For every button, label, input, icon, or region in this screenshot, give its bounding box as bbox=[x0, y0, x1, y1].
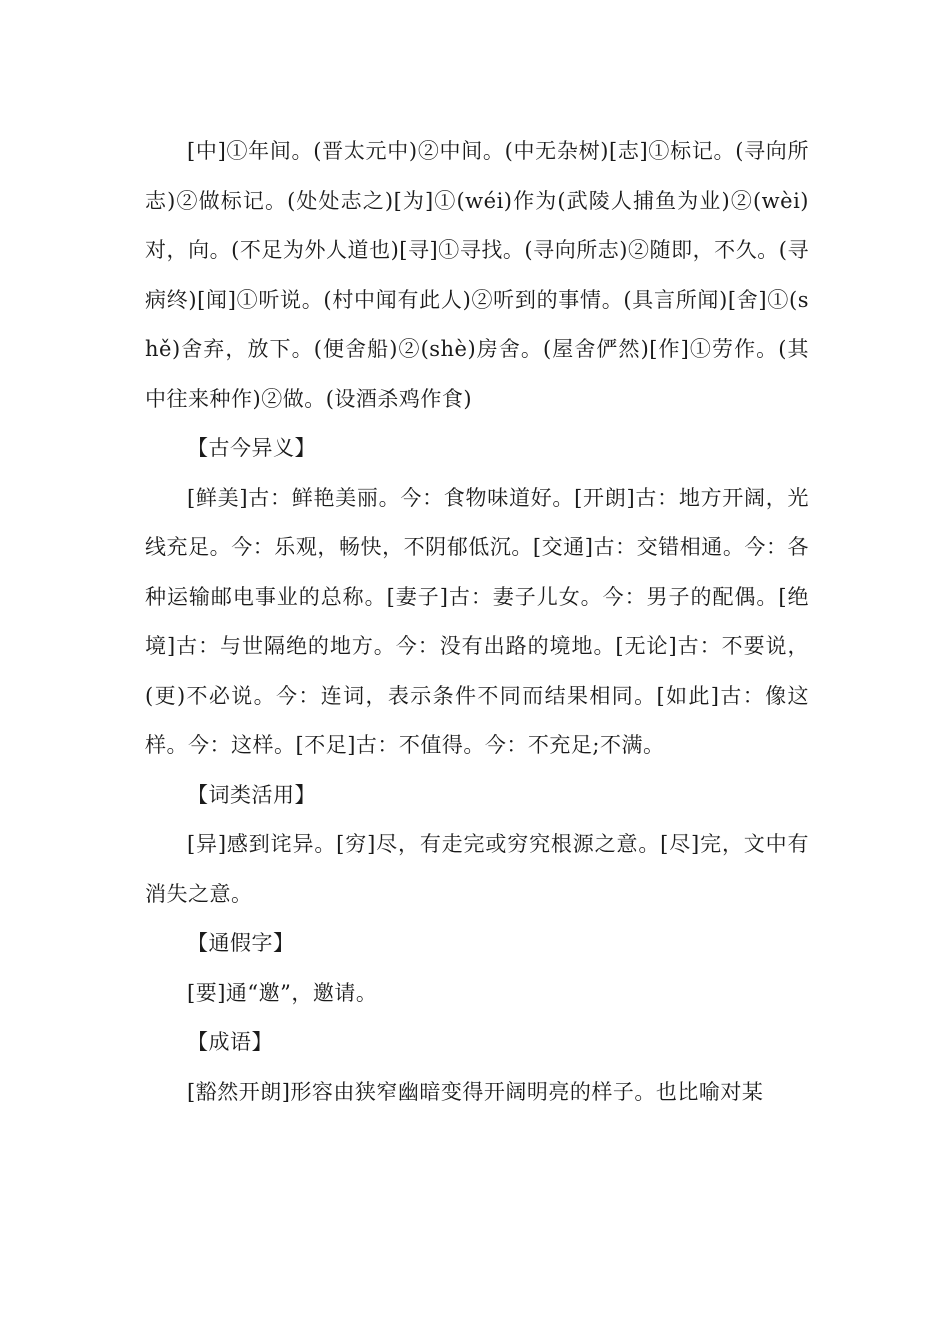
paragraph-idioms: [豁然开朗]形容由狭窄幽暗变得开阔明亮的样子。也比喻对某 bbox=[187, 1079, 764, 1104]
document-body bbox=[145, 127, 809, 1117]
section-heading-word-class-usage: 【词类活用】 bbox=[187, 782, 316, 807]
paragraph-interchangeable-characters: [要]通“邀”，邀请。 bbox=[187, 980, 378, 1005]
section-heading-interchangeable-characters: 【通假字】 bbox=[187, 931, 295, 955]
section-heading-idioms: 【成语】 bbox=[187, 1030, 273, 1054]
paragraph-ancient-modern-meanings: [鲜美]古：鲜艳美丽。今：食物味道好。[开朗]古：地方开阔，光线充足。今：乐观，畅快，不阴郁低沉。[交通]古：交错相通。今：各种运输邮电事业的总称。[妻子]古：妻子儿女。今：男子的配偶。[绝境]古：与世隔绝的地方。今：没有出路的境地。[无论]古：不要说，(更)不必说。今：连词，表示条件不同而结果相同。[如此]古：像这样。今：这样。[不足]古：不值得。今：不充足;不满。 bbox=[145, 485, 809, 757]
paragraph-word-meanings: [中]①年间。(晋太元中)②中间。(中无杂树)[志]①标记。(寻向所志)②做标记。(处处志之)[为]①(wéi)作为(武陵人捕鱼为业)②(wèi)对，向。(不足为外人道也)[寻]①寻找。(寻向所志)②随即，不久。(寻病终)[闻]①听说。(村中闻有此人)②听到的事情。(具言所闻)[舍]①(shě)舍弃，放下。(便舍船)②(shè)房舍。(屋舍俨然)[作]①劳作。(其中往来种作)②做。(设酒杀鸡作食) bbox=[145, 139, 810, 411]
section-heading-ancient-modern-meanings: 【古今异义】 bbox=[187, 436, 316, 460]
paragraph-word-class-usage: [异]感到诧异。[穷]尽，有走完或穷究根源之意。[尽]完，文中有消失之意。 bbox=[145, 832, 809, 906]
